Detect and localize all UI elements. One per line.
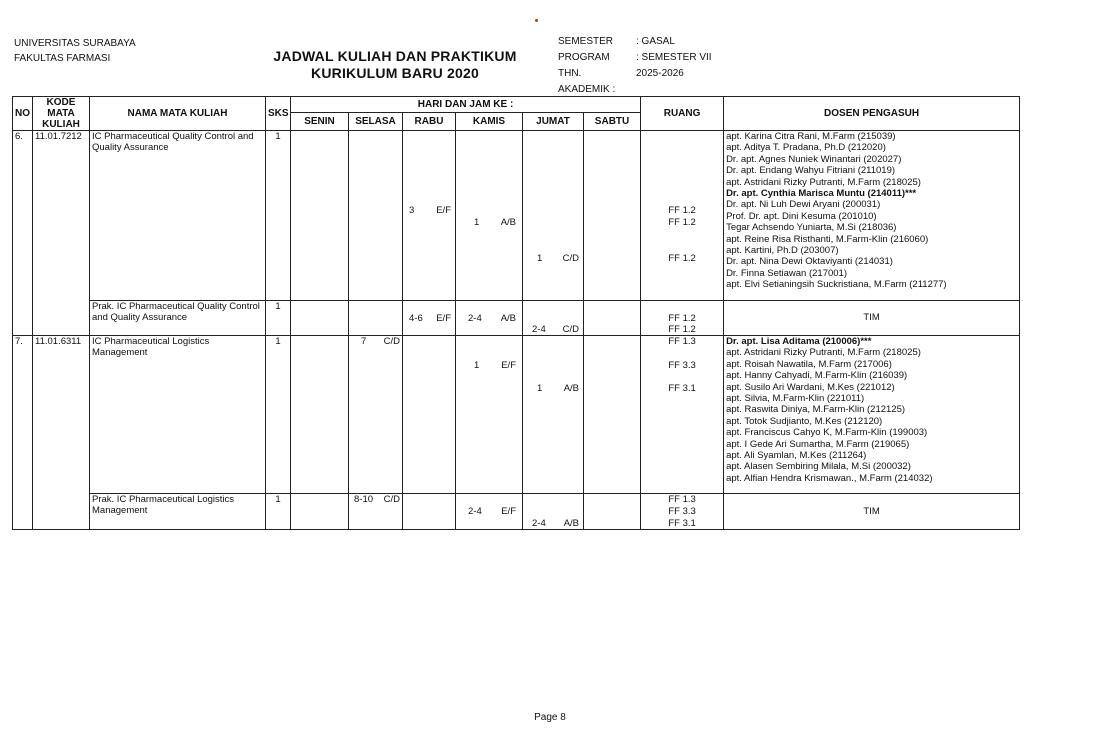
ruang-item: FF 3.3 [668,506,696,517]
header-senin: SENIN [291,113,349,131]
scan-speck [535,19,538,22]
dosen-name: apt. Alfian Hendra Krismawan., M.Farm (214032) [726,472,933,484]
slot-selasa [354,494,400,505]
slot-rabu [409,313,451,324]
table-row [13,301,1020,336]
header-nama: NAMA MATA KULIAH [90,97,266,131]
slot-jam: 7 [361,336,367,347]
meta-value: : SEMESTER VII [636,52,712,63]
header-sks: SKS [266,97,291,131]
dosen-name: apt. Aditya T. Pradana, Ph.D (212020) [726,142,886,154]
slot-kelas: E/F [436,313,451,324]
cell-ruang [641,131,724,301]
slot-kelas: A/B [563,383,579,394]
slot-jam: 3 [409,205,415,216]
cell-ruang [641,494,724,530]
slot-kelas: A/B [500,217,516,228]
slot-jam: 4-6 [409,313,423,324]
cell-selasa [349,301,403,336]
title-line-2: KURIKULUM BARU 2020 [311,65,479,81]
header-hari: HARI DAN JAM KE : [291,97,641,113]
cell-jumat [523,336,584,494]
row-kode: 11.01.6311 [33,336,90,530]
slot-kelas: C/D [383,494,400,505]
cell-selasa [349,336,403,494]
dosen-name: Tegar Achsendo Yuniarta, M.Si (218036) [726,222,897,234]
row-no: 7. [13,336,33,530]
slot-jumat [537,383,579,394]
meta-semester [558,34,712,50]
cell-senin [291,131,349,301]
header-rabu: RABU [403,113,456,131]
slot-jumat [532,324,579,335]
slot-selasa [361,336,400,347]
cell-rabu [403,494,456,530]
row-sks: 1 [266,131,291,301]
header-kode: KODE MATA KULIAH [33,97,90,131]
row-sks: 1 [266,301,291,336]
cell-selasa [349,494,403,530]
cell-sabtu [584,494,641,530]
dosen-name: apt. Raswita Diniya, M.Farm-Klin (212125) [726,404,906,416]
cell-selasa [349,131,403,301]
row-kode: 11.01.7212 [33,131,90,336]
slot-jam: 2-4 [468,313,482,324]
dosen-name: apt. I Gede Ari Sumartha, M.Farm (219065) [726,438,910,450]
header-dosen: DOSEN PENGASUH [724,97,1020,131]
dosen-name: apt. Alasen Sembiring Milala, M.Si (200032) [726,461,911,473]
cell-sabtu [584,336,641,494]
cell-dosen [724,131,1020,301]
header-selasa: SELASA [349,113,403,131]
table-row [13,336,1020,494]
ruang-item: FF 3.1 [668,383,696,394]
dosen-name: apt. Kartini, Ph.D (203007) [726,245,839,257]
slot-jumat [537,253,579,264]
meta-value: 2025-2026 [636,68,684,79]
dosen-name: apt. Roisah Nawatila, M.Farm (217006) [726,358,892,370]
dosen-name: apt. Reine Risa Risthanti, M.Farm-Klin (216060) [726,233,929,245]
faculty-name: FAKULTAS FARMASI [14,53,111,64]
cell-kamis [456,301,523,336]
dosen-name: Dr. apt. Agnes Nuniek Winantari (202027) [726,153,902,165]
slot-kelas: C/D [562,253,579,264]
dosen-name: Prof. Dr. apt. Dini Kesuma (201010) [726,210,877,222]
dosen-name: Dr. apt. Ni Luh Dewi Aryani (200031) [726,199,881,211]
slot-kelas: E/F [501,506,516,517]
slot-jam: 2-4 [532,518,546,529]
row-nama: IC Pharmaceutical Quality Control and Quality Assurance [90,131,266,301]
slot-kamis [468,506,516,517]
slot-jam: 1 [474,360,480,371]
dosen-name: apt. Karina Citra Rani, M.Farm (215039) [726,131,896,142]
slot-kelas: A/B [563,518,579,529]
header-jumat: JUMAT [523,113,584,131]
dosen-name: apt. Silvia, M.Farm-Klin (221011) [726,393,865,405]
ruang-item: FF 3.1 [668,518,696,529]
slot-jumat [532,518,579,529]
row-nama: Prak. IC Pharmaceutical Logistics Management [90,494,266,530]
meta-program [558,50,712,66]
dosen-name: apt. Astridani Rizky Putranti, M.Farm (218025) [726,347,921,359]
cell-kamis [456,494,523,530]
meta-label: PROGRAM [558,52,610,63]
row-no: 6. [13,131,33,336]
dosen-name: Dr. apt. Nina Dewi Oktaviyanti (214031) [726,256,893,268]
ruang-item: FF 3.3 [668,360,696,371]
header-kamis: KAMIS [456,113,523,131]
slot-jam: 2-4 [532,324,546,335]
cell-jumat [523,494,584,530]
dosen-coordinator: Dr. apt. Lisa Aditama (210006)*** [726,336,872,347]
cell-ruang [641,336,724,494]
meta-label: THN. AKADEMIK : [558,68,616,95]
slot-kelas: E/F [501,360,516,371]
slot-kamis [474,217,516,228]
cell-rabu [403,131,456,301]
ruang-item: FF 1.2 [668,253,696,264]
dosen-name: apt. Ali Syamlan, M.Kes (211264) [726,450,867,462]
cell-rabu [403,336,456,494]
cell-sabtu [584,131,641,301]
dosen-name: apt. Susilo Ari Wardani, M.Kes (221012) [726,381,895,393]
ruang-item: FF 1.2 [668,217,696,228]
meta-academic-year [558,66,712,98]
institution-block [14,36,136,66]
slot-kamis [468,313,516,324]
title-line-1: JADWAL KULIAH DAN PRAKTIKUM [273,48,517,64]
dosen-name: apt. Elvi Setianingsih Suckristiana, M.Farm (211277) [726,279,947,291]
cell-kamis [456,131,523,301]
cell-dosen-tim: TIM [724,494,1020,530]
dosen-name: Dr. Finna Setiawan (217001) [726,267,847,279]
meta-value: : GASAL [636,36,675,47]
header-no: NO [13,97,33,131]
slot-kelas: E/F [436,205,451,216]
slot-kamis [474,360,516,371]
cell-jumat [523,131,584,301]
university-name: UNIVERSITAS SURABAYA [14,38,136,49]
dosen-name: apt. Franciscus Cahyo K, M.Farm-Klin (199003) [726,427,928,439]
header-sabtu: SABTU [584,113,641,131]
ruang-item: FF 1.2 [668,324,696,335]
slot-kelas: C/D [383,336,400,347]
schedule-table [12,96,1020,530]
cell-senin [291,301,349,336]
row-nama: IC Pharmaceutical Logistics Management [90,336,266,494]
row-sks: 1 [266,494,291,530]
row-nama: Prak. IC Pharmaceutical Quality Control and Quality Assurance [90,301,266,336]
slot-kelas: C/D [562,324,579,335]
dosen-coordinator: Dr. apt. Cynthia Marisca Muntu (214011)*** [726,188,917,200]
slot-kelas: A/B [500,313,516,324]
slot-jam: 1 [537,383,543,394]
ruang-item: FF 1.2 [668,313,696,324]
cell-dosen [724,336,1020,494]
cell-rabu [403,301,456,336]
dosen-name: Dr. apt. Endang Wahyu Fitriani (211019) [726,165,896,177]
dosen-name: apt. Hanny Cahyadi, M.Farm-Klin (216039) [726,370,908,382]
cell-senin [291,494,349,530]
dosen-name: apt. Astridani Rizky Putranti, M.Farm (218025) [726,176,921,188]
cell-dosen-tim: TIM [724,301,1020,336]
cell-ruang [641,301,724,336]
document-title [240,48,550,82]
slot-jam: 8-10 [354,494,374,505]
page-number: Page 8 [534,712,566,723]
slot-jam: 2-4 [468,506,482,517]
row-sks: 1 [266,336,291,494]
ruang-item: FF 1.2 [668,205,696,216]
semester-info [558,34,712,98]
ruang-item: FF 1.3 [668,336,696,347]
header-ruang: RUANG [641,97,724,131]
meta-label: SEMESTER [558,36,614,47]
dosen-name: apt. Totok Sudjianto, M.Kes (212120) [726,415,883,427]
slot-jam: 1 [537,253,543,264]
table-row [13,131,1020,301]
table-row [13,494,1020,530]
slot-rabu [409,205,451,216]
cell-senin [291,336,349,494]
cell-kamis [456,336,523,494]
cell-sabtu [584,301,641,336]
slot-jam: 1 [474,217,480,228]
cell-jumat [523,301,584,336]
ruang-item: FF 1.3 [668,494,696,505]
